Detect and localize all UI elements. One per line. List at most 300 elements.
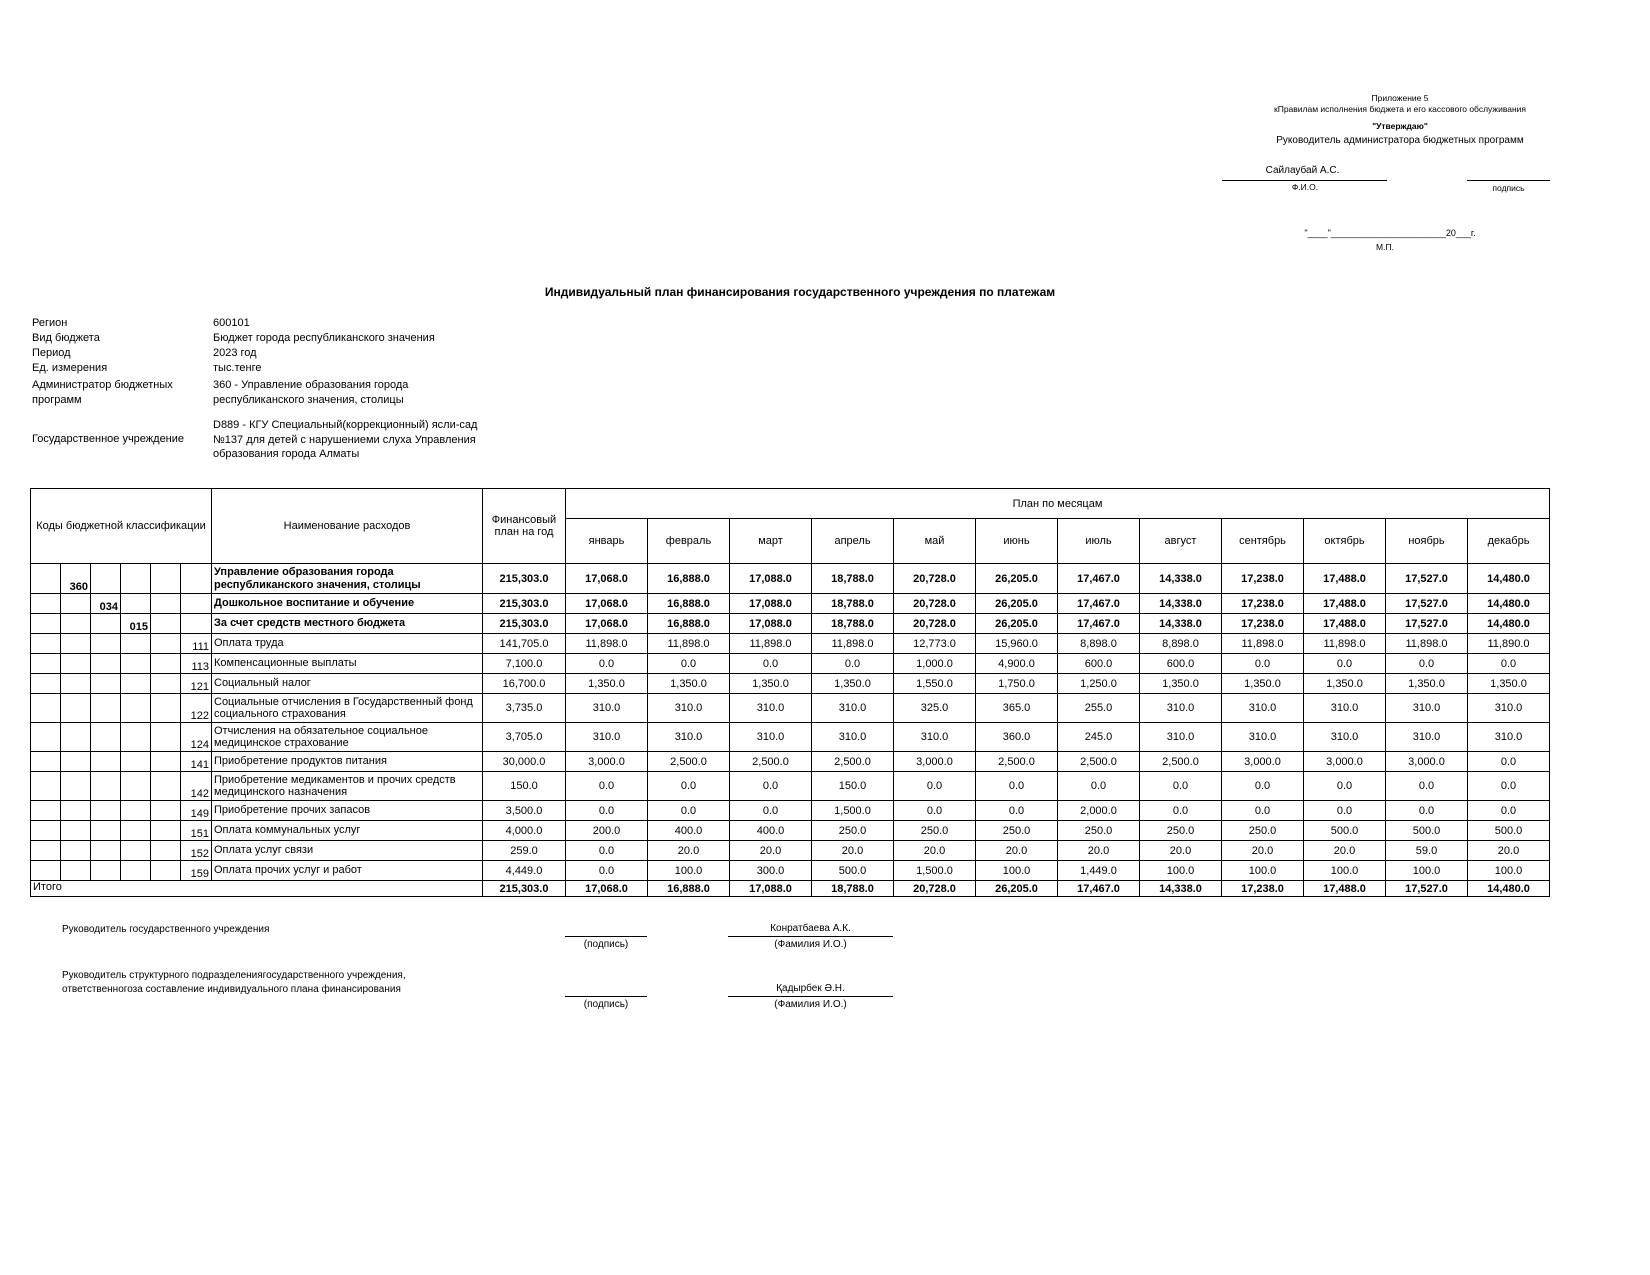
code-cell [181, 594, 212, 614]
month-value: 20,728.0 [894, 614, 976, 634]
month-value: 20,728.0 [894, 594, 976, 614]
month-value: 20.0 [1058, 841, 1140, 861]
month-value: 3,000.0 [1304, 752, 1386, 772]
month-value: 1,250.0 [1058, 674, 1140, 694]
month-value: 1,750.0 [976, 674, 1058, 694]
table-row [31, 723, 1550, 752]
month-value: 20.0 [648, 841, 730, 861]
code-cell-empty [31, 841, 61, 861]
code-cell [91, 614, 121, 634]
code-cell [91, 841, 121, 861]
meta-label-region: Регион [32, 317, 68, 329]
table-row [31, 801, 1550, 821]
fin-plan-value: 3,735.0 [483, 694, 566, 723]
code-cell [61, 861, 91, 881]
month-value: 11,898.0 [812, 634, 894, 654]
month-value: 0.0 [1222, 801, 1304, 821]
month-value: 18,788.0 [812, 594, 894, 614]
month-value: 0.0 [976, 801, 1058, 821]
header-month-3: март [730, 519, 812, 564]
table-row [31, 752, 1550, 772]
code-cell: 111 [181, 634, 212, 654]
mp-label: М.П. [1376, 242, 1394, 252]
code-cell [121, 723, 151, 752]
code-cell [91, 654, 121, 674]
fin-plan-value: 16,700.0 [483, 674, 566, 694]
month-value: 100.0 [1304, 861, 1386, 881]
month-value: 0.0 [566, 841, 648, 861]
month-value: 500.0 [812, 861, 894, 881]
month-value: 17,238.0 [1222, 594, 1304, 614]
month-value: 2,500.0 [1140, 752, 1222, 772]
code-cell [91, 821, 121, 841]
code-cell [61, 594, 91, 614]
sig-head-label: Руководитель государственного учреждения [62, 924, 270, 935]
code-cell: 149 [181, 801, 212, 821]
month-value: 20.0 [1140, 841, 1222, 861]
code-cell [121, 694, 151, 723]
code-cell [91, 634, 121, 654]
sig-struct-label-2: ответственногоза составление индивидуального плана финансирования [62, 984, 401, 995]
sig-head-name: Конратбаева А.К. [770, 923, 851, 934]
code-cell [91, 752, 121, 772]
code-cell [61, 801, 91, 821]
month-value: 100.0 [1140, 861, 1222, 881]
month-value: 0.0 [1140, 772, 1222, 801]
month-value: 0.0 [648, 654, 730, 674]
expense-name: Социальный налог [212, 674, 483, 694]
total-month-value: 14,480.0 [1468, 881, 1550, 897]
header-fin-plan: Финансовый план на год [483, 489, 566, 564]
month-value: 2,500.0 [648, 752, 730, 772]
month-value: 26,205.0 [976, 594, 1058, 614]
month-value: 18,788.0 [812, 564, 894, 594]
header-name: Наименование расходов [212, 489, 483, 564]
month-value: 310.0 [812, 694, 894, 723]
total-month-value: 16,888.0 [648, 881, 730, 897]
month-value: 20.0 [894, 841, 976, 861]
meta-value-budget: Бюджет города республиканского значения [213, 332, 435, 344]
month-value: 400.0 [730, 821, 812, 841]
month-value: 0.0 [1304, 772, 1386, 801]
month-value: 2,000.0 [1058, 801, 1140, 821]
month-value: 17,527.0 [1386, 564, 1468, 594]
header-month-1: январь [566, 519, 648, 564]
month-value: 310.0 [648, 694, 730, 723]
month-value: 14,338.0 [1140, 564, 1222, 594]
month-value: 0.0 [894, 772, 976, 801]
month-value: 14,480.0 [1468, 564, 1550, 594]
month-value: 0.0 [730, 654, 812, 674]
month-value: 8,898.0 [1140, 634, 1222, 654]
fin-plan-value: 3,705.0 [483, 723, 566, 752]
code-cell [121, 841, 151, 861]
header-month-12: декабрь [1468, 519, 1550, 564]
code-cell [121, 801, 151, 821]
meta-label-admin: Администратор бюджетных программ [32, 379, 173, 406]
code-cell-empty [151, 801, 181, 821]
month-value: 1,350.0 [648, 674, 730, 694]
month-value: 17,088.0 [730, 594, 812, 614]
code-cell-empty [31, 821, 61, 841]
date-line: "____"_______________________20___г. [1304, 228, 1476, 238]
header-month-7: июль [1058, 519, 1140, 564]
code-cell-empty [31, 564, 61, 594]
meta-label-unit: Ед. измерения [32, 362, 108, 374]
code-cell: 141 [181, 752, 212, 772]
month-value: 0.0 [566, 801, 648, 821]
code-cell: 142 [181, 772, 212, 801]
code-cell: 159 [181, 861, 212, 881]
month-value: 0.0 [1140, 801, 1222, 821]
code-cell [121, 772, 151, 801]
month-value: 250.0 [976, 821, 1058, 841]
month-value: 11,898.0 [730, 634, 812, 654]
month-value: 500.0 [1386, 821, 1468, 841]
code-cell [61, 634, 91, 654]
month-value: 0.0 [730, 772, 812, 801]
code-cell: 124 [181, 723, 212, 752]
month-value: 15,960.0 [976, 634, 1058, 654]
month-value: 310.0 [1222, 723, 1304, 752]
month-value: 11,898.0 [1304, 634, 1386, 654]
month-value: 600.0 [1058, 654, 1140, 674]
code-cell-empty [151, 614, 181, 634]
expense-name: Дошкольное воспитание и обучение [212, 594, 483, 614]
month-value: 1,350.0 [812, 674, 894, 694]
total-month-value: 18,788.0 [812, 881, 894, 897]
month-value: 2,500.0 [730, 752, 812, 772]
month-value: 1,550.0 [894, 674, 976, 694]
month-value: 11,898.0 [1222, 634, 1304, 654]
fin-plan-value: 215,303.0 [483, 564, 566, 594]
month-value: 325.0 [894, 694, 976, 723]
month-value: 255.0 [1058, 694, 1140, 723]
code-cell-empty [151, 564, 181, 594]
code-cell: 121 [181, 674, 212, 694]
month-value: 59.0 [1386, 841, 1468, 861]
appendix-label: Приложение 5 [1371, 93, 1429, 103]
month-value: 11,890.0 [1468, 634, 1550, 654]
code-cell-empty [151, 634, 181, 654]
header-month-4: апрель [812, 519, 894, 564]
code-cell-empty [31, 614, 61, 634]
month-value: 0.0 [1468, 772, 1550, 801]
month-value: 26,205.0 [976, 614, 1058, 634]
month-value: 0.0 [566, 861, 648, 881]
meta-value-admin: 360 - Управление образования города республиканского значения, столицы [213, 379, 409, 406]
code-cell-empty [151, 841, 181, 861]
month-value: 17,488.0 [1304, 564, 1386, 594]
expense-name: Оплата коммунальных услуг [212, 821, 483, 841]
month-value: 1,500.0 [894, 861, 976, 881]
month-value: 17,488.0 [1304, 614, 1386, 634]
code-cell: 034 [91, 594, 121, 614]
meta-label-institution: Государственное учреждение [32, 433, 185, 445]
table-row [31, 772, 1550, 801]
code-cell [61, 752, 91, 772]
month-value: 310.0 [730, 723, 812, 752]
table-row [31, 654, 1550, 674]
month-value: 14,338.0 [1140, 594, 1222, 614]
month-value: 2,500.0 [976, 752, 1058, 772]
month-value: 17,068.0 [566, 614, 648, 634]
code-cell-empty [31, 772, 61, 801]
code-cell [61, 841, 91, 861]
month-value: 100.0 [976, 861, 1058, 881]
code-cell-empty [31, 674, 61, 694]
month-value: 14,338.0 [1140, 614, 1222, 634]
header-month-9: сентябрь [1222, 519, 1304, 564]
month-value: 17,238.0 [1222, 614, 1304, 634]
fin-plan-value: 141,705.0 [483, 634, 566, 654]
month-value: 1,500.0 [812, 801, 894, 821]
month-value: 500.0 [1304, 821, 1386, 841]
code-cell [121, 861, 151, 881]
month-value: 17,238.0 [1222, 564, 1304, 594]
meta-value-institution: D889 - КГУ Специальный(коррекционный) ясли-сад №137 для детей с нарушениеми слуха Управления образования города Алматы [213, 419, 478, 460]
header-month-8: август [1140, 519, 1222, 564]
code-cell [121, 674, 151, 694]
expense-name: Оплата труда [212, 634, 483, 654]
code-cell [121, 654, 151, 674]
code-cell [181, 614, 212, 634]
code-cell: 122 [181, 694, 212, 723]
code-cell-empty [31, 801, 61, 821]
expense-name: Отчисления на обязательное социальное медицинское страхование [212, 723, 483, 752]
month-value: 12,773.0 [894, 634, 976, 654]
sign-label: подпись [1492, 183, 1525, 193]
month-value: 20.0 [812, 841, 894, 861]
month-value: 20.0 [1222, 841, 1304, 861]
month-value: 400.0 [648, 821, 730, 841]
month-value: 500.0 [1468, 821, 1550, 841]
code-cell: 152 [181, 841, 212, 861]
month-value: 20.0 [976, 841, 1058, 861]
month-value: 0.0 [1386, 801, 1468, 821]
month-value: 0.0 [1468, 654, 1550, 674]
code-cell: 113 [181, 654, 212, 674]
month-value: 11,898.0 [648, 634, 730, 654]
code-cell-empty [151, 594, 181, 614]
header-codes: Коды бюджетной классификации [31, 489, 212, 564]
code-cell [91, 694, 121, 723]
month-value: 365.0 [976, 694, 1058, 723]
month-value: 250.0 [1140, 821, 1222, 841]
total-month-value: 17,488.0 [1304, 881, 1386, 897]
code-cell [121, 594, 151, 614]
sig-struct-name: Қадырбек Ә.Н. [776, 983, 845, 994]
total-month-value: 17,238.0 [1222, 881, 1304, 897]
month-value: 4,900.0 [976, 654, 1058, 674]
code-cell-empty [151, 674, 181, 694]
code-cell-empty [151, 752, 181, 772]
code-cell [121, 634, 151, 654]
code-cell [181, 564, 212, 594]
code-cell [121, 821, 151, 841]
code-cell [91, 674, 121, 694]
month-value: 100.0 [648, 861, 730, 881]
total-month-value: 26,205.0 [976, 881, 1058, 897]
month-value: 17,467.0 [1058, 564, 1140, 594]
code-cell [61, 694, 91, 723]
month-value: 200.0 [566, 821, 648, 841]
month-value: 310.0 [730, 694, 812, 723]
month-value: 1,350.0 [566, 674, 648, 694]
month-value: 0.0 [894, 801, 976, 821]
month-value: 0.0 [1468, 801, 1550, 821]
expense-name: Оплата услуг связи [212, 841, 483, 861]
expense-name: Управление образования города республиканского значения, столицы [212, 564, 483, 594]
head-title: Руководитель администратора бюджетных программ [1276, 135, 1524, 146]
month-value: 0.0 [1222, 654, 1304, 674]
month-value: 0.0 [566, 654, 648, 674]
code-cell: 015 [121, 614, 151, 634]
fin-plan-value: 30,000.0 [483, 752, 566, 772]
month-value: 17,467.0 [1058, 594, 1140, 614]
month-value: 310.0 [1468, 723, 1550, 752]
expense-name: Приобретение продуктов питания [212, 752, 483, 772]
sig-struct-name-caption: (Фамилия И.О.) [774, 999, 847, 1010]
table-row [31, 564, 1550, 594]
table-row [31, 674, 1550, 694]
code-cell [61, 723, 91, 752]
month-value: 150.0 [812, 772, 894, 801]
fin-plan-value: 3,500.0 [483, 801, 566, 821]
month-value: 0.0 [648, 801, 730, 821]
sig-struct-sign-caption: (подпись) [583, 999, 629, 1010]
head-name: Сайлаубай А.С. [1265, 165, 1340, 176]
month-value: 310.0 [566, 723, 648, 752]
header-month-10: октябрь [1304, 519, 1386, 564]
meta-value-period: 2023 год [213, 347, 257, 359]
month-value: 310.0 [1222, 694, 1304, 723]
table-row [31, 841, 1550, 861]
month-value: 20.0 [730, 841, 812, 861]
code-cell [91, 801, 121, 821]
table-row [31, 861, 1550, 881]
month-value: 310.0 [1140, 723, 1222, 752]
month-value: 310.0 [894, 723, 976, 752]
table-row [31, 594, 1550, 614]
table-row [31, 614, 1550, 634]
fin-plan-value: 150.0 [483, 772, 566, 801]
month-value: 0.0 [812, 654, 894, 674]
month-value: 11,898.0 [1386, 634, 1468, 654]
sig-head-sign-line [565, 936, 647, 937]
month-value: 16,888.0 [648, 594, 730, 614]
table-row [31, 694, 1550, 723]
table-row [31, 821, 1550, 841]
sig-head-sign-caption: (подпись) [583, 939, 629, 950]
approve-label: "Утверждаю" [1372, 121, 1428, 131]
month-value: 26,205.0 [976, 564, 1058, 594]
rules-label: кПравилам исполнения бюджета и его кассового обслуживания [1273, 104, 1527, 114]
code-cell-empty [31, 723, 61, 752]
fin-plan-value: 4,449.0 [483, 861, 566, 881]
code-cell [61, 654, 91, 674]
month-value: 0.0 [1058, 772, 1140, 801]
expense-name: За счет средств местного бюджета [212, 614, 483, 634]
month-value: 17,467.0 [1058, 614, 1140, 634]
month-value: 18,788.0 [812, 614, 894, 634]
fio-label: Ф.И.О. [1291, 182, 1319, 192]
meta-label-budget: Вид бюджета [32, 332, 100, 344]
code-cell [91, 861, 121, 881]
month-value: 1,350.0 [1140, 674, 1222, 694]
month-value: 14,480.0 [1468, 594, 1550, 614]
month-value: 360.0 [976, 723, 1058, 752]
code-cell-empty [151, 723, 181, 752]
month-value: 310.0 [566, 694, 648, 723]
code-cell: 360 [61, 564, 91, 594]
month-value: 310.0 [1140, 694, 1222, 723]
month-value: 300.0 [730, 861, 812, 881]
month-value: 2,500.0 [812, 752, 894, 772]
month-value: 17,488.0 [1304, 594, 1386, 614]
month-value: 1,350.0 [1222, 674, 1304, 694]
header-month-6: июнь [976, 519, 1058, 564]
month-value: 17,088.0 [730, 564, 812, 594]
month-value: 3,000.0 [1386, 752, 1468, 772]
total-month-value: 17,088.0 [730, 881, 812, 897]
month-value: 0.0 [1304, 654, 1386, 674]
total-month-value: 20,728.0 [894, 881, 976, 897]
month-value: 310.0 [812, 723, 894, 752]
month-value: 1,350.0 [1386, 674, 1468, 694]
sig-struct-label-1: Руководитель структурного подразделениягосударственного учреждения, [62, 970, 406, 981]
code-cell [61, 821, 91, 841]
code-cell: 151 [181, 821, 212, 841]
code-cell [121, 564, 151, 594]
head-name-line [1222, 180, 1387, 181]
month-value: 17,527.0 [1386, 594, 1468, 614]
month-value: 1,350.0 [730, 674, 812, 694]
sig-struct-name-line [728, 996, 893, 997]
fin-plan-value: 259.0 [483, 841, 566, 861]
month-value: 250.0 [894, 821, 976, 841]
meta-value-unit: тыс.тенге [213, 362, 262, 374]
code-cell-empty [31, 861, 61, 881]
month-value: 310.0 [1386, 694, 1468, 723]
month-value: 250.0 [812, 821, 894, 841]
month-value: 1,350.0 [1304, 674, 1386, 694]
month-value: 0.0 [648, 772, 730, 801]
head-sign-line [1467, 180, 1550, 181]
expense-name: Приобретение медикаментов и прочих средств медицинского назначения [212, 772, 483, 801]
month-value: 17,068.0 [566, 564, 648, 594]
month-value: 310.0 [1304, 694, 1386, 723]
month-value: 310.0 [1386, 723, 1468, 752]
code-cell-empty [151, 821, 181, 841]
total-month-value: 17,527.0 [1386, 881, 1468, 897]
month-value: 1,000.0 [894, 654, 976, 674]
table-row [31, 634, 1550, 654]
expense-name: Компенсационные выплаты [212, 654, 483, 674]
total-month-value: 17,068.0 [566, 881, 648, 897]
total-fin-value: 215,303.0 [483, 881, 566, 897]
code-cell-empty [151, 694, 181, 723]
header-month-2: февраль [648, 519, 730, 564]
month-value: 0.0 [1386, 654, 1468, 674]
code-cell-empty [31, 752, 61, 772]
expense-name: Оплата прочих услуг и работ [212, 861, 483, 881]
total-row [31, 881, 1550, 897]
month-value: 16,888.0 [648, 564, 730, 594]
month-value: 0.0 [1468, 752, 1550, 772]
code-cell [91, 723, 121, 752]
month-value: 245.0 [1058, 723, 1140, 752]
